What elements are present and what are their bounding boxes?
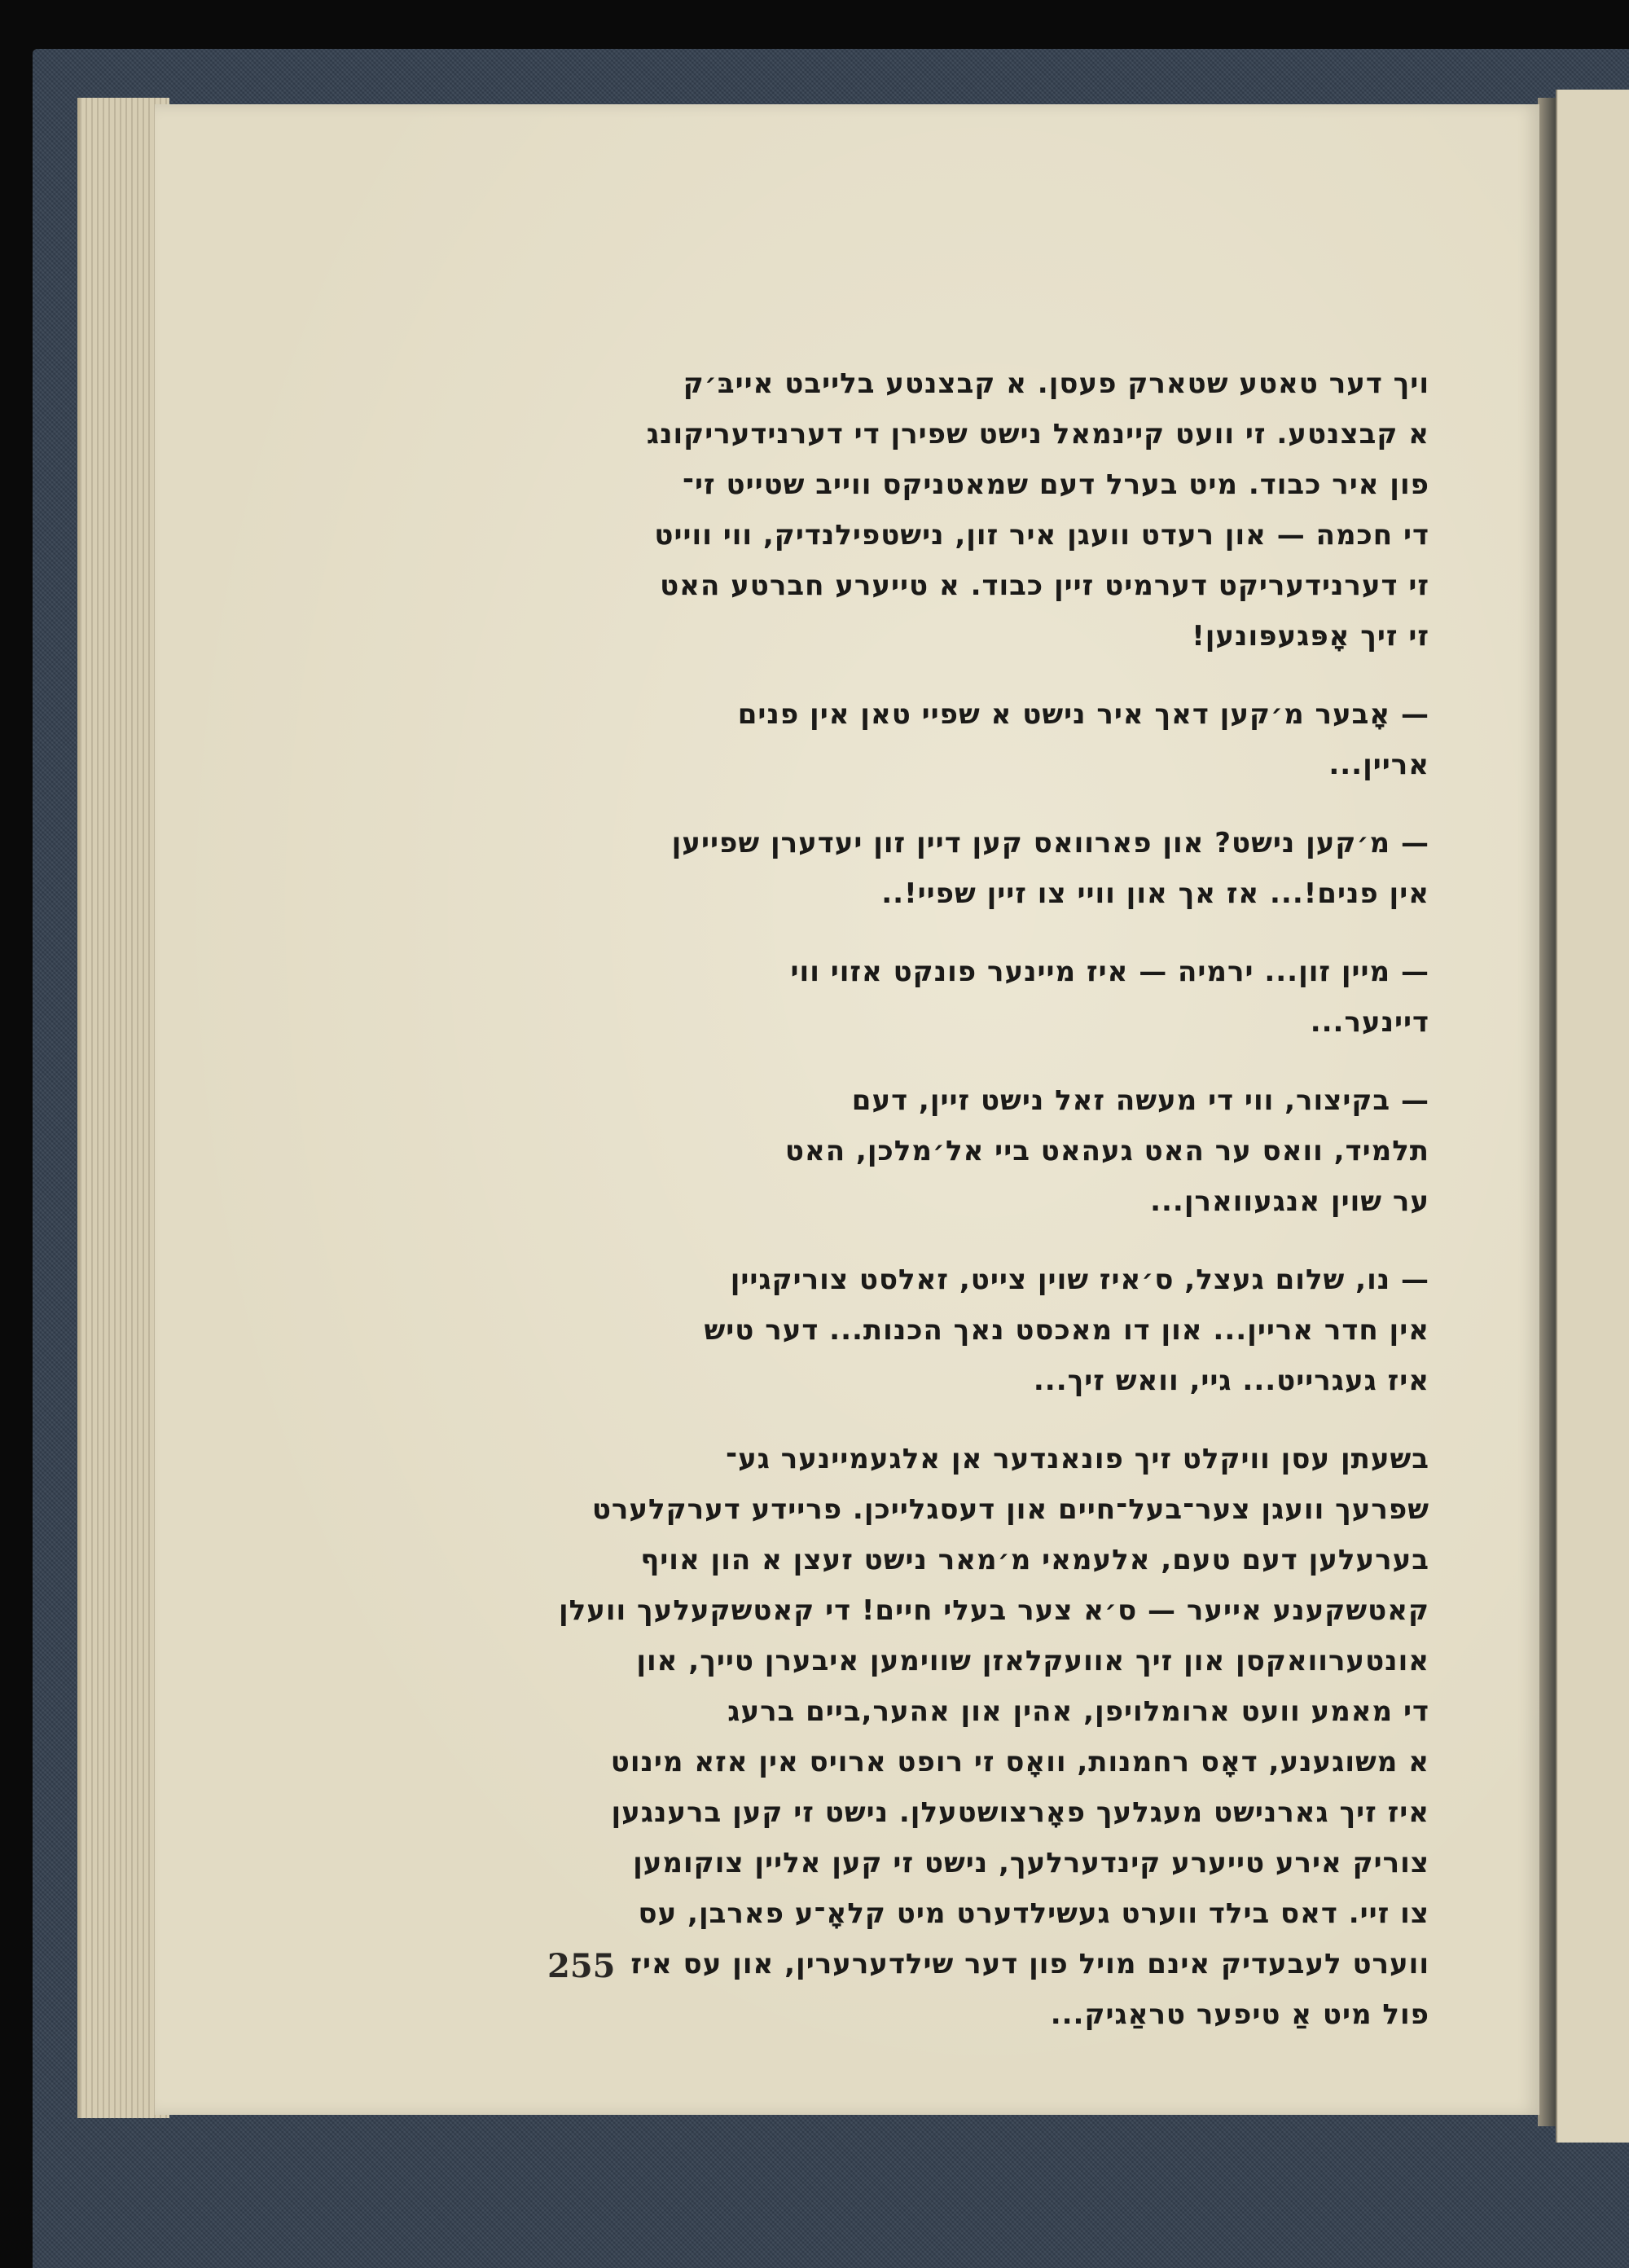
text-line: פול מיט אַ טיפער טראַגיק...	[1050, 1998, 1429, 2031]
text-line: תלמיד, וואס ער האט געהאט ביי אל׳מלכן, האט	[784, 1135, 1429, 1167]
text-line: ווערט לעבעדיק אינם מויל פון דער שילדערערין, און עס איז	[630, 1948, 1429, 1980]
text-line: ער שוין אנגעווארן...	[1150, 1185, 1429, 1218]
paragraph	[472, 1255, 1429, 1406]
facing-page-edge	[1556, 90, 1629, 2143]
text-line: — מ׳קען נישט? און פארוואס קען דיין זון יעדערן שפייען	[671, 827, 1429, 859]
text-line: זי זיך אָפּגעפּונען!	[1192, 620, 1429, 653]
text-line: — בקיצור, ווי די מעשה זאל נישט זיין, דעם	[851, 1084, 1429, 1117]
text-line: די מאמע וועט ארומלויפן, אהין און אהער,ביים ברעג	[727, 1695, 1429, 1728]
paragraph	[472, 1434, 1429, 2040]
text-line: פון איר כבוד. מיט בערל דעם שמאטניקס ווייב שטייט זי־	[682, 468, 1429, 501]
text-line: צו זיי. דאס בילד ווערט געשילדערט מיט קלאָ־ע פארבן, עס	[638, 1897, 1429, 1930]
text-line: א משוגענע, דאָס רחמנות, וואָס זי רופט ארויס אין אזא מינוט	[610, 1746, 1429, 1778]
text-line: — מיין זון... ירמיה — איז מיינער פונקט אזוי ווי	[790, 956, 1429, 988]
paragraph	[472, 358, 1429, 662]
text-line: בערעלען דעם טעם, אלעמאי מ׳מאר נישט זעצן א הון אויף	[640, 1544, 1429, 1576]
text-line: איז זיך גארנישט מעגלעך פאָרצושטעלן. נישט זי קען ברענגען	[611, 1796, 1429, 1829]
text-line: בשעתן עסן וויקלט זיך פונאנדער אן אלגעמיינער גע־	[725, 1443, 1429, 1475]
text-line: צוריק אירע טייערע קינדערלעך, נישט זי קען אליין צוקומען	[633, 1847, 1429, 1879]
text-line: אריין...	[1328, 749, 1429, 781]
paragraph	[472, 947, 1429, 1048]
book-gutter	[1538, 98, 1556, 2126]
paragraph	[472, 1075, 1429, 1227]
text-line: די חכמה — און רעדט וועגן איר זון, נישטפילנדיק, ווי ווייט	[654, 519, 1429, 552]
text-line: זי דערנידעריקט דערמיט זיין כבוד. א טייערע חברטע האט	[660, 569, 1429, 602]
page-text	[472, 358, 1429, 2040]
paragraph	[472, 818, 1429, 919]
text-line: אונטערוואקסן און זיך אוועקלאזן שווימען איבערן טייך, און	[636, 1645, 1429, 1677]
text-line: קאטשקענע אייער — ס׳א צער בעלי חיים! די קאטשקעלעך וועלן	[558, 1594, 1429, 1627]
text-line: שפרעך וועגן צער־בעל־חיים און דעסגלייכן. פריידע דערקלערט	[591, 1493, 1429, 1526]
text-line: א קבצנטע. זי וועט קיינמאל נישט שפירן די דערנידעריקונג	[646, 418, 1429, 451]
text-line: אין פנים!... אז אך און וויי צו זיין שפיי!..	[881, 877, 1429, 910]
page-number: 255	[547, 1947, 616, 1985]
text-line: — אָבער מ׳קען דאך איר נישט א שפיי טאן אין פנים	[737, 698, 1429, 731]
text-line: דיינער...	[1310, 1006, 1429, 1039]
text-line: ויך דער טאטע שטארק פעסן. א קבצנטע בלייבט אייבּ׳ק	[683, 367, 1429, 400]
paragraph	[472, 689, 1429, 790]
text-line: — נו, שלום געצל, ס׳איז שוין צייט, זאלסט צוריקגיין	[730, 1264, 1429, 1296]
text-line: איז געגרייט... גיי, וואש זיך...	[1033, 1365, 1429, 1397]
text-line: אין חדר אריין... און דו מאכסט נאך הכנות... דער טיש	[704, 1314, 1429, 1347]
